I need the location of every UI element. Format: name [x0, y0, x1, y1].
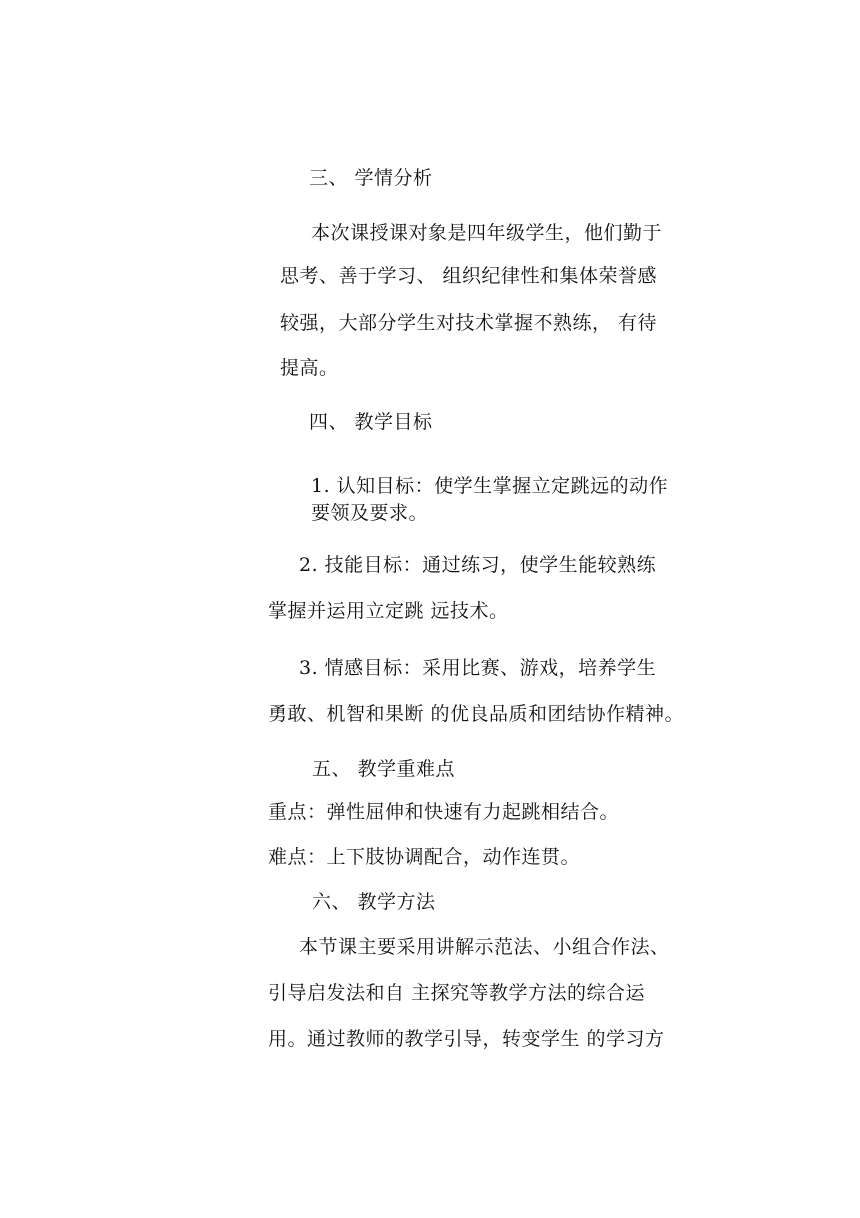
section3-line-3: 较强，大部分学生对技术掌握不熟练， 有待 [280, 312, 658, 334]
section3-line-2: 思考、善于学习、 组织纪律性和集体荣誉感 [280, 265, 658, 287]
key-point: 重点：弹性屈伸和快速有力起跳相结合。 [268, 801, 620, 823]
goal2-line-2: 掌握并运用立定跳 远技术。 [268, 600, 509, 622]
goal2-line-1: 2. 技能目标：通过练习，使学生能较熟练 [299, 554, 657, 576]
goal3-line-1: 3. 情感目标：采用比赛、游戏，培养学生 [299, 657, 657, 679]
goal1-line-1: 1. 认知目标：使学生掌握立定跳远的动作 [311, 475, 669, 497]
section6-line-3: 用。通过教师的教学引导，转变学生 的学习方 [268, 1028, 665, 1050]
goal3-line-2: 勇敢、机智和果断 的优良品质和团结协作精神。 [268, 703, 685, 725]
section3-line-4: 提高。 [280, 357, 339, 379]
section6-line-1: 本节课主要采用讲解示范法、小组合作法、 [299, 936, 670, 958]
section3-heading: 三、 学情分析 [309, 167, 433, 189]
difficult-point: 难点：上下肢协调配合，动作连贯。 [268, 846, 581, 868]
section6-line-2: 引导启发法和自 主探究等教学方法的综合运 [268, 982, 646, 1004]
section4-heading: 四、 教学目标 [309, 411, 433, 433]
goal1-line-2: 要领及要求。 [311, 502, 429, 524]
section3-line-1: 本次课授课对象是四年级学生，他们勤于 [311, 222, 663, 244]
section6-heading: 六、 教学方法 [312, 891, 436, 913]
section5-heading: 五、 教学重难点 [312, 758, 456, 780]
